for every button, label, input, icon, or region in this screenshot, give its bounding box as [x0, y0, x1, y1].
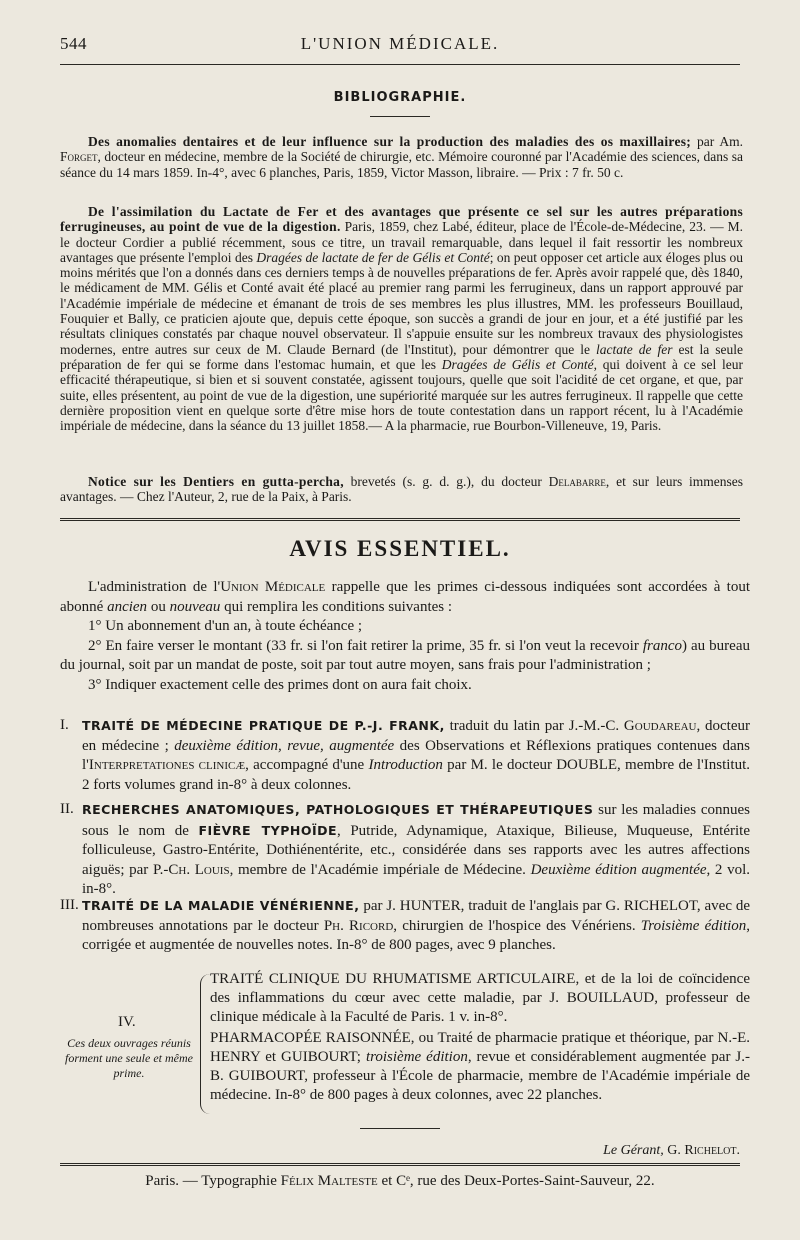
entry-2-italic-2: lactate de fer — [596, 341, 673, 357]
prime-2 — [60, 800, 750, 900]
running-head — [60, 34, 740, 58]
entry-1-text-b: , docteur en médecine, membre de la Société de chirurgie, etc. Mémoire couronné par l'Académie des sciences, dans sa séance du 14 mars 1859. In-4°, avec 6 planches, Paris, 1859, Victor Masson, libraire. — Prix : 7 fr. 50 c. — [60, 149, 743, 180]
journal-title: L'UNION MÉDICALE. — [300, 34, 500, 53]
prime-3-text-c: , corrigée et augmentée de nouvelles notes. In-8° de 800 pages, avec 9 planches. — [82, 917, 751, 953]
prime-4-item-1-title: TRAITÉ CLINIQUE DU RHUMATISME ARTICULAIRE, — [210, 971, 580, 987]
prime-1-number: I. — [60, 717, 69, 733]
prime-2-edition: Deuxième édition augmentée — [530, 861, 707, 878]
entry-2-italic-1: Dragées de lactate de fer de Gélis et Conté — [256, 249, 490, 265]
prime-2-author: Ch. Louis — [168, 861, 230, 878]
bibliographie-title: BIBLIOGRAPHIE. — [333, 90, 467, 105]
prime-2-text-a: sur les maladies connues sous le nom de — [82, 802, 750, 839]
entry-2-text-a: Paris, 1859, chez Labé, éditeur, place de l'École-de-Médecine, 23. — M. le docteur Cordier a publié récemment, sous ce titre, un travail remarquable, dans lequel il fait ressortir les nombreux avantages que présente l'emploi des — [60, 219, 743, 265]
footer-printer: Félix Malteste — [280, 1173, 378, 1189]
condition-2 — [60, 637, 750, 676]
condition-2-text-a: 2° En faire verser le montant (33 fr. si l'on fait retirer la prime, 35 fr. si l'on veut la recevoir — [88, 637, 643, 654]
footer-rule — [60, 1163, 740, 1166]
prime-4-item-2-text-a: ou Traité de pharmacie pratique et théorique, par N.-E. HENRY et GUIBOURT; — [210, 1029, 750, 1065]
prime-1-text-a: traduit du latin par J.-M.-C. — [444, 718, 624, 734]
avis-journal-name: Union Médicale — [220, 579, 326, 595]
prime-4-note: Ces deux ouvrages réunis forment une seule et même prime. — [65, 1036, 193, 1080]
avis-intro-text: L'administration de l' — [88, 579, 221, 595]
footer-text-a: Paris. — Typographie — [145, 1173, 281, 1189]
prime-4-item-2-title: PHARMACOPÉE RAISONNÉE, — [210, 1029, 415, 1046]
condition-3: 3° Indiquer exactement celle des primes dont on aura fait choix. — [88, 676, 472, 693]
entry-2-text-d: , qui doivent à ce sel leur efficacité thérapeutique, si bien et si souvent constatée, agissent toujours, quelle que soit l'acidité de cet organe, et que, par suite, elles présentent, au point de vue de la digestion, une supériorité marquée sur les autres ferrugineux. Il rappelle que cette dernière proposition vient en quelque sorte d'être mise hors de toute contestation dans un rapport récent, lu à l'Académie impériale de médecine, dans la séance du 13 juillet 1858.— A la pharmacie, rue Bourbon-Villeneuve, 19, Paris. — [60, 356, 744, 434]
avis-nouveau: nouveau — [169, 598, 221, 615]
prime-3-number: III. — [60, 897, 79, 913]
footer-text-b: et Cᵉ, rue des Deux-Portes-Saint-Sauveur, 22. — [377, 1173, 655, 1189]
prime-4-number: IV. — [118, 1014, 136, 1030]
bibliography-entry-2 — [60, 204, 743, 433]
prime-4 — [60, 970, 750, 1120]
entry-2-text-c: est la seule préparation de fer qui se forme dans l'estomac humain, et que les — [60, 341, 743, 372]
avis-intro-text-b: rappelle que les primes ci-dessous indiquées sont accordées à tout abonné — [60, 579, 751, 615]
prime-3-text-b: , chirurgien de l'hospice des Vénériens. — [393, 917, 641, 934]
entry-1-author: Forget — [60, 149, 98, 165]
bibliography-entry-3 — [60, 474, 743, 505]
prime-3-text-a: par J. HUNTER, traduit de l'anglais par G. RICHELOT, avec de nombreuses annotations par le docteur — [82, 898, 750, 934]
bibliography-entry-1 — [60, 134, 743, 180]
prime-1-title: TRAITÉ DE MÉDECINE PRATIQUE DE P.-J. FRANK, — [82, 718, 445, 733]
prime-4-item-2 — [210, 1029, 750, 1106]
condition-1: 1° Un abonnement d'un an, à toute échéance ; — [88, 618, 363, 634]
entry-1-title: Des anomalies dentaires et de leur influence sur la production des maladies des os maxillaires; — [88, 134, 692, 149]
prime-1 — [60, 716, 750, 795]
prime-2-text-b: , Putride, Adynamique, Ataxique, Bilieuse, Muqueuse, Entérite folliculeuse, Gastro-Entérite, Dothiénentérite, etc., considérée dans ses rapports avec les autres affections aiguës; par P.- — [82, 822, 750, 878]
prime-1-introduction: Introduction — [368, 757, 443, 773]
entry-2-text-b: ; on peut opposer cet article aux éloges plus ou moins mérités que l'on a donnés dans ces derniers temps à de nouvelles préparations de fer. Après avoir rappelé que, dès 1840, le médicament de MM. Gélis et Conté avait été placé au premier rang parmi les ferrugineux, dans un rapport approuvé par l'Académie impériale de médecine et émanant de trois de ses membres les plus illustres, MM. les professeurs Bouillaud, Fouquier et Bally, ce praticien ajoute que, depuis cette époque, son succès a grandi de jour en jour, et a été justifié par les résultats cliniques constatés par chaque nouvel observateur. Il s'appuie ensuite sur les nombreux travaux des physiologistes modernes, entre autres sur ceux de M. Claude Bernard (de l'Institut), pour démontrer que le — [60, 249, 743, 357]
section-divider — [60, 518, 740, 521]
prime-2-text-d: , 2 vol. in-8°. — [82, 861, 750, 897]
prime-2-number: II. — [60, 801, 74, 817]
prime-4-item-1-text: et de la loi de coïncidence des inflammations du cœur avec cette maladie, par J. BOUILLAUD, professeur de clinique médicale à la Faculté de Paris. 1 v. in-8°. — [210, 971, 750, 1026]
prime-1-edition: deuxième édition, revue, augmentée — [174, 737, 395, 754]
prime-3-title: TRAITÉ DE LA MALADIE VÉNÉRIENNE, — [82, 898, 360, 913]
prime-1-translator: Goudareau — [623, 718, 697, 734]
entry-1-text: par Am. — [691, 134, 743, 149]
prime-4-item-2-text-b: , revue et considérablement augmentée par J.-B. GUIBOURT, professeur à l'École de pharmacie, membre de l'Académie impériale de médecine. In-8° de 800 pages à deux colonnes, avec 22 planches. — [210, 1048, 750, 1104]
closing-rule — [360, 1128, 440, 1129]
prime-4-items — [210, 970, 750, 1106]
prime-2-title: RECHERCHES ANATOMIQUES, PATHOLOGIQUES ET THÉRAPEUTIQUES — [82, 802, 594, 817]
prime-4-item-1 — [210, 970, 750, 1028]
bibliographie-title-rule — [370, 116, 430, 117]
imprint-footer — [60, 1173, 740, 1190]
avis-intro-text-c: ou — [147, 598, 170, 615]
entry-3-title: Notice sur les Dentiers en gutta-percha, — [88, 474, 344, 489]
header-rule — [60, 64, 740, 65]
prime-1-text-b: , docteur en médecine ; — [82, 718, 750, 754]
prime-4-item-2-edition: troisième édition — [365, 1048, 468, 1065]
prime-3-annotator: Ph. Ricord — [323, 917, 394, 934]
entry-2-title: De l'assimilation du Lactate de Fer et des avantages que présente ce sel sur les autres préparations ferrugineuses, au point de vue de la digestion. — [60, 204, 743, 235]
prime-1-work: Interpretationes clinicæ — [88, 757, 246, 773]
prime-3 — [60, 896, 750, 956]
page-number: 544 — [60, 34, 87, 53]
condition-2-text-b: ) au bureau du journal, soit par un mandat de poste, soit par tout autre moyen, sans frais pour l'administration ; — [60, 637, 750, 673]
signature — [603, 1143, 740, 1159]
entry-2-italic-3: Dragées de Gélis et Conté — [441, 356, 594, 372]
avis-intro — [60, 578, 750, 695]
entry-3-author: Delabarre — [548, 474, 606, 489]
avis-title: AVIS ESSENTIEL. — [289, 536, 511, 561]
avis-intro-text-d: qui remplira les conditions suivantes : — [220, 598, 453, 615]
prime-2-subject: FIÈVRE TYPHOÏDE — [198, 822, 338, 838]
entry-3-text-b: , et sur leurs immenses avantages. — Chez l'Auteur, 2, rue de la Paix, à Paris. — [60, 474, 744, 505]
condition-2-franco: franco — [642, 637, 683, 654]
prime-1-text-c: des Observations et Réflexions pratiques contenues dans l' — [82, 737, 750, 773]
entry-3-text-a: brevetés (s. g. d. g.), du docteur — [343, 474, 549, 489]
prime-3-edition: Troisième édition — [640, 917, 747, 934]
avis-ancien: ancien — [107, 598, 148, 615]
prime-1-text-e: par M. le docteur DOUBLE, membre de l'Institut. 2 forts volumes grand in-8° à deux colonnes. — [82, 757, 750, 793]
signature-name: G. Richelot. — [667, 1143, 740, 1158]
prime-2-text-c: , membre de l'Académie impériale de Médecine. — [229, 861, 531, 878]
signature-label: Le Gérant, — [603, 1143, 664, 1158]
prime-1-text-d: , accompagné d'une — [245, 757, 369, 773]
